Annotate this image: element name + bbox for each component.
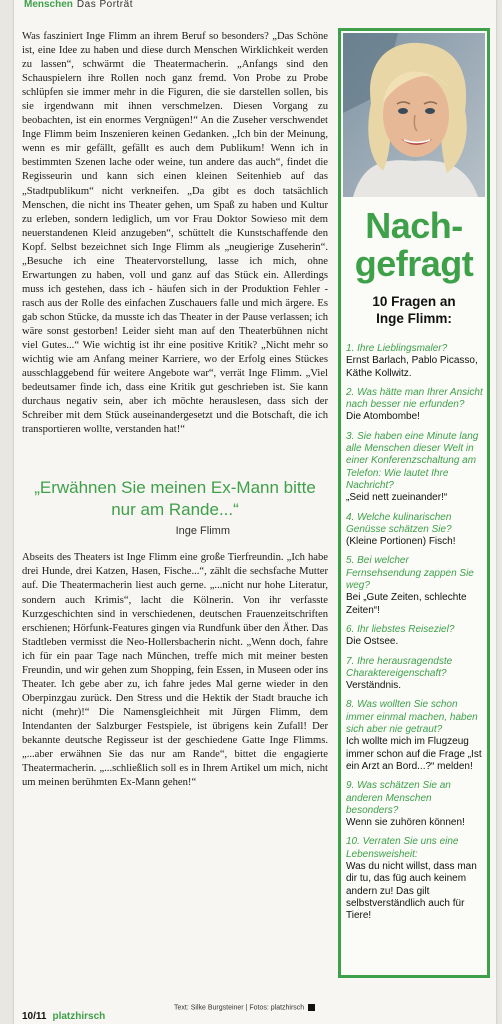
sidebar-title-line2: gefragt bbox=[354, 243, 474, 284]
sidebar-title bbox=[341, 207, 487, 283]
qa-list bbox=[346, 343, 484, 929]
qa-item bbox=[346, 555, 484, 616]
sidebar-subtitle-line1: 10 Fragen an bbox=[372, 294, 456, 309]
question: 1. Ihre Lieblingsmaler? bbox=[346, 343, 448, 354]
qa-item bbox=[346, 624, 484, 649]
section-subtitle: Das Porträt bbox=[76, 0, 133, 10]
article-text-bottom-content: Abseits des Theaters ist Inge Flimm eine große Tierfreundin. „Ich habe drei Hunde, drei Katzen, Hasen, Fische...“, zählt die sechsfache Mutter auf. Die Theatermacherin liest auch gerne. „...nicht nur hohe Literatur, sondern auch Krimis“, lacht die Kölnerin. Von ihr verfasste Kurzgeschichten sind in verschiedenen, deutschen Frauenzeitschriften erschienen; Hörfunk-Features gingen via Rundfunk über den Äther. Das Stadtleben vermisst die Neo-Hollersbacherin nicht. „Wenn doch, fahre ich für ein paar Tage nach München, treffe mich mit meiner besten Freundin, und wir gehen zum Shopping, fein Essen, in Museen oder ins Theater. Ich gebe aber zu, ich fahre jedes Mal gerne wieder in den Oberpinzgau zurück. Den Stress und die Hektik der Stadt brauche ich nicht (mehr)!“ Die Namensgleichheit mit Jürgen Flimm, dem Intendanten der Salzburger Festspiele, ist übrigens kein Zufall! Der bekannte deutsche Regisseur ist der geschiedene Gatte Inge Flimms. „...aber erwähnen Sie das nur am Rande“, bittet die engagierte Theatermacherin. „...schließlich soll es in Ihrem Artikel um mich, nicht um meinen berühmten Ex-Mann gehen!“ bbox=[22, 552, 328, 789]
sidebar-subtitle bbox=[341, 293, 487, 327]
article-text-top: Was fasziniert Inge Flimm an ihrem Beruf so besonders? „Das Schöne ist, eine Idee zu haben und diese durch Menschen Wirklichkeit werden zu lassen“, schwärmt die Theatermacherin. „Anfangs sind den Schauspielern ihre Rollen noch ganz fremd. Von Probe zu Probe schlüpfen sie immer mehr in die Figuren, die sie darstellen sollen, bis sie irgendwann mit ihnen verschmelzen. Diesen Vorgang zu beobachten, ist ein enormes Vergnügen!“ An die Zuseher verschwendet Inge Flimm beim Inszenieren keinen Gedanken. „Ich bin der Meinung, wenn es mir gefällt, gefällt es auch dem Publikum! Wenn ich in bestimmten Szenen lache oder weine, tun andere das auch“, findet die Regisseurin und kann sich einen kleinen Seitenhieb auf das „Stadtpublikum“ nicht verkneifen. „Da gibt es doch tatsächlich Menschen, die nicht ins Theater gehen, um Spaß zu haben und Kultur zu erleben, sondern lediglich, um vor Frau Doktor Sowieso mit dem neuerstandenen Kleid anzugeben“, schüttelt die Kunstschaffende den Kopf. Selbst bezeichnet sich Inge Flimm als „neugierige Zuseherin“. „Besuche ich eine Theatervorstellung, lasse ich mich, ohne Erwartungen zu haben, voll und ganz auf das Stück ein. Allerdings muss ich gestehen, dass ich - häufen sich in der Produktion Fehler - rasch aus der Rolle des einfachen Zuschauers falle und mich ärgere. Es gab schon Stücke, da musste ich das Theater in der Pause verlassen; ich wäre sonst gestorben! Leider sieht man auf den Theaterbühnen nicht viel Gutes...“ Wie wichtig ist ihr eine positive Kritik? „Nicht mehr so wichtig wie am Anfang meiner Karriere, wo der Erfolg eines Stückes ausschlaggebend für weitere Angebote war“, verrät Inge Flimm. „Viel bedeutsamer finde ich, dass eine Kritik gut geschrieben ist. Sie kann durchaus negativ sein, aber ich möchte herauslesen, dass sich der Schreiber mit dem Stück auseinandergesetzt und die Botschaft, die ich transportieren wollte, verstanden hat!“ bbox=[22, 31, 328, 436]
question: 5. Bei welcher Fernsehsendung zappen Sie weg? bbox=[346, 555, 474, 592]
pull-quote: „Erwähnen Sie meinen Ex-Mann bitte nur am Rande...“ bbox=[34, 478, 316, 520]
portrait-photo-icon bbox=[343, 33, 485, 197]
sidebar-title-line1: Nach- bbox=[365, 205, 463, 246]
photo-credit bbox=[174, 1004, 315, 1011]
qa-item bbox=[346, 836, 484, 922]
answer: Was du nicht willst, dass man dir tu, das füg auch keinem andern zu! Das gilt selbstverständlich auch für Tiere! bbox=[346, 860, 477, 922]
question: 2. Was hätte man Ihrer Ansicht nach besser nie erfunden? bbox=[346, 386, 483, 411]
end-mark-icon bbox=[308, 1004, 315, 1011]
page-footer bbox=[22, 1011, 105, 1022]
question: 10. Verraten Sie uns eine Lebensweisheit: bbox=[346, 836, 459, 860]
qa-item bbox=[346, 512, 484, 549]
qa-item bbox=[346, 343, 484, 380]
section-header bbox=[24, 0, 133, 12]
qa-item bbox=[346, 656, 484, 693]
question: 8. Was wollten Sie schon immer einmal machen, haben sich aber nie getraut? bbox=[346, 699, 478, 736]
answer: Verständnis. bbox=[346, 680, 402, 692]
pull-quote-author: Inge Flimm bbox=[175, 525, 230, 538]
section-name: Menschen bbox=[24, 0, 73, 10]
answer: Ich wollte mich im Flugzeug immer schon auf die Frage „Ist ein Arzt an Bord...?“ melden! bbox=[346, 736, 482, 772]
article-column bbox=[22, 30, 328, 790]
question: 9. Was schätzen Sie an anderen Menschen besonders? bbox=[346, 780, 451, 816]
answer: Wenn sie zuhören können! bbox=[346, 817, 465, 829]
answer: Die Atombombe! bbox=[346, 411, 420, 423]
answer: (Kleine Portionen) Fisch! bbox=[346, 536, 456, 548]
question: 7. Ihre herausragendste Charaktereigenschaft? bbox=[346, 655, 453, 679]
portrait-photo bbox=[343, 33, 485, 197]
qa-item bbox=[346, 780, 484, 829]
interview-sidebar bbox=[338, 28, 490, 978]
magazine-name: platzhirsch bbox=[52, 1011, 106, 1022]
sidebar-subtitle-line2: Inge Flimm: bbox=[376, 311, 452, 326]
answer: Die Ostsee. bbox=[346, 636, 399, 648]
article-text-bottom bbox=[22, 551, 328, 790]
qa-item bbox=[346, 431, 484, 505]
answer: Bei „Gute Zeiten, schlechte Zeiten“! bbox=[346, 592, 467, 616]
answer: Ernst Barlach, Pablo Picasso, Käthe Kollwitz. bbox=[346, 355, 478, 379]
answer: „Seid nett zueinander!“ bbox=[346, 492, 448, 504]
page-number: 10/11 bbox=[22, 1011, 47, 1022]
question: 6. Ihr liebstes Reiseziel? bbox=[346, 623, 455, 635]
qa-item bbox=[346, 699, 484, 773]
credit-text: Text: Silke Burgsteiner | Fotos: platzhirsch bbox=[174, 1004, 305, 1012]
question: 4. Welche kulinarischen Genüsse schätzen Sie? bbox=[346, 511, 452, 535]
question: 3. Sie haben eine Minute lang alle Menschen dieser Welt in einer Konferenzschaltung am Telefon: Wie lautet Ihre Nachricht? bbox=[346, 430, 479, 491]
qa-item bbox=[346, 387, 484, 424]
